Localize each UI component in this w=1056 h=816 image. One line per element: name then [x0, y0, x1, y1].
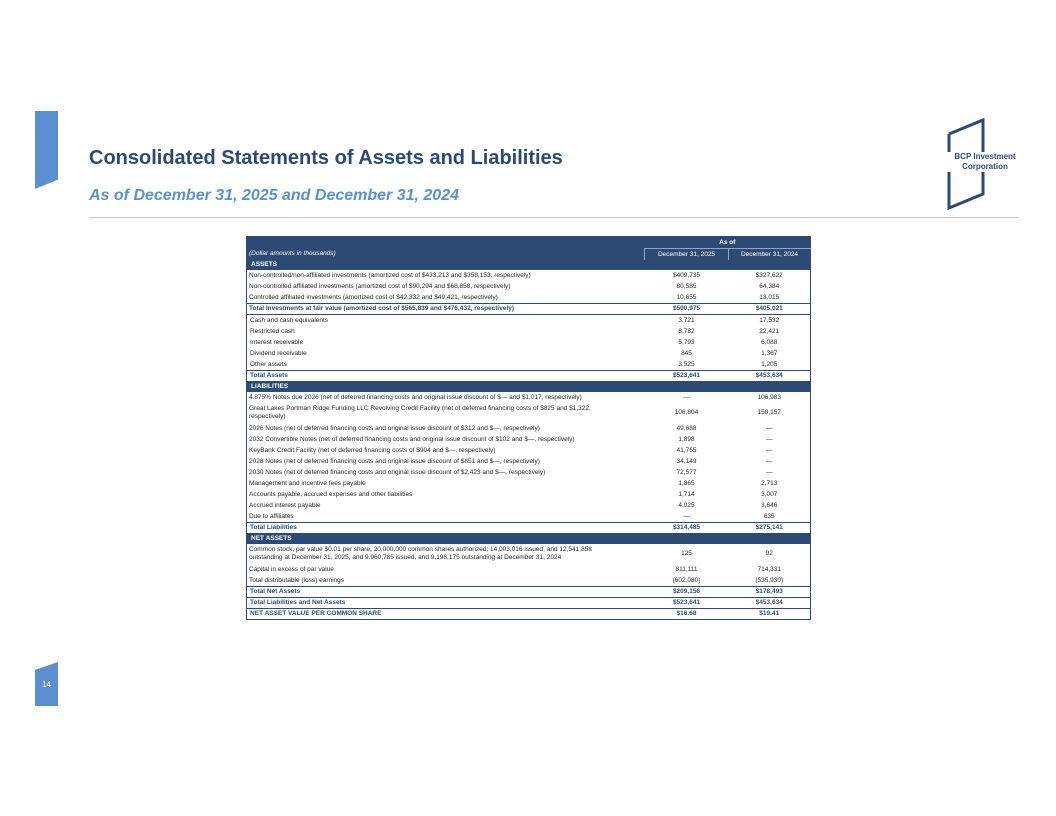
value-2024: —	[766, 468, 773, 476]
value-2025: $409,735	[672, 271, 701, 279]
row-label: Total Investments at fair value (amortized cost of $565,839 and $476,432, respectively)	[247, 304, 645, 315]
value-2025: —	[683, 512, 690, 520]
value-2024: 158,157	[757, 409, 781, 416]
value-2024: 2,713	[761, 479, 778, 487]
column-header-2025: December 31, 2025	[645, 249, 729, 261]
value-2024: 3,646	[761, 501, 778, 509]
value-2025: —	[683, 393, 690, 401]
value-2024: 635	[763, 512, 775, 520]
value-2024: $19.41	[729, 609, 811, 620]
row-label	[247, 403, 645, 423]
value-2024: 64,384	[759, 282, 780, 290]
row-label: Non-controlled affiliated investments (amortized cost of $90,294 and $68,858, respectively)	[249, 282, 511, 290]
value-2024: $275,141	[729, 523, 811, 534]
value-2025: 125	[681, 550, 692, 557]
assets-header: ASSETS	[247, 260, 811, 270]
value-2025: 10,655	[676, 293, 697, 301]
table-row	[247, 564, 811, 575]
as-of-label: As of	[645, 237, 811, 249]
units-label: (Dollar amounts in thousands)	[247, 249, 645, 261]
value-2024: 106,983	[757, 393, 781, 401]
table-row	[247, 434, 811, 445]
row-label-line1: Great Lakes Portman Ridge Funding LLC Revolving Credit Facility (net of deferred financing costs of $825 and $1,322,	[249, 405, 591, 412]
value-2024: $453,634	[729, 598, 811, 609]
row-label: KeyBank Credit Facility (net of deferred financing costs of $904 and $—, respectively)	[249, 446, 496, 454]
accent-bar-top	[35, 111, 58, 189]
row-label: 2032 Convertible Notes (net of deferred financing costs and original issue discount of $102 and $—, respectively)	[249, 435, 575, 443]
table-row	[247, 456, 811, 467]
row-label: Other assets	[250, 360, 287, 368]
table-row	[247, 445, 811, 456]
section-header	[247, 534, 811, 545]
value-2025: 34,149	[676, 457, 697, 465]
value-2024: $178,493	[729, 587, 811, 598]
value-2025: $209,156	[645, 587, 729, 598]
row-label: 2030 Notes (net of deferred financing costs and original issue discount of $2,423 and $—, respectively)	[249, 468, 546, 476]
value-2025: 1,865	[678, 479, 695, 487]
table-row	[247, 511, 811, 523]
row-label: Due to affiliates	[249, 512, 294, 520]
row-label-line2: respectively)	[249, 413, 286, 420]
title-divider	[89, 217, 1019, 218]
row-label: 2026 Notes (net of deferred financing costs and original issue discount of $312 and $—, respectively)	[249, 424, 540, 432]
value-2024: 714,331	[757, 565, 781, 573]
table-row	[247, 326, 811, 337]
row-label: Accrued interest payable	[249, 501, 321, 509]
logo-line2: Corporation	[962, 162, 1008, 171]
row-label: Capital in excess of par value	[249, 565, 334, 573]
table-row	[247, 544, 811, 564]
value-2024: $405,021	[729, 304, 811, 315]
value-2024: —	[766, 424, 773, 432]
table-row	[247, 348, 811, 359]
table-row	[247, 315, 811, 327]
page-subtitle: As of December 31, 2025 and December 31, 2024	[89, 187, 459, 204]
value-2024: $453,634	[729, 371, 811, 382]
value-2024: 92	[765, 550, 773, 557]
value-2025: $16.68	[645, 609, 729, 620]
row-label: Restricted cash	[250, 327, 295, 335]
row-label: Management and incentive fees payable	[249, 479, 366, 487]
table-row	[247, 337, 811, 348]
column-header-2024: December 31, 2024	[729, 249, 811, 261]
value-2025: 106,804	[674, 409, 699, 416]
row-label: Total Liabilities and Net Assets	[247, 598, 645, 609]
value-2025: (602,080)	[672, 576, 701, 584]
row-label: Total Liabilities	[247, 523, 645, 534]
table-row	[247, 292, 811, 304]
row-label: Dividend receivable	[250, 349, 307, 357]
table-row	[247, 500, 811, 511]
value-2024: 1,205	[761, 360, 778, 368]
value-2024: —	[766, 435, 773, 443]
value-2025: $500,975	[645, 304, 729, 315]
row-label: Interest receivable	[250, 338, 304, 346]
value-2025: 4,025	[678, 501, 695, 509]
value-2025: 5,793	[678, 338, 695, 346]
value-2025: 3,525	[678, 360, 695, 368]
table-row	[247, 467, 811, 478]
liabilities-header: LIABILITIES	[247, 382, 811, 393]
value-2024: 17,532	[759, 316, 780, 324]
table-row	[247, 392, 811, 403]
value-2025: 72,577	[676, 468, 697, 476]
logo-line1: BCP Investment	[954, 152, 1016, 161]
total-assets-row	[247, 371, 811, 382]
value-2024: —	[766, 446, 773, 454]
net-assets-header: NET ASSETS	[247, 534, 811, 545]
table-row	[247, 359, 811, 371]
page-title: Consolidated Statements of Assets and Liabilities	[89, 147, 563, 169]
value-2024: 13,015	[759, 293, 780, 301]
table-row	[247, 478, 811, 489]
table-row	[247, 281, 811, 292]
row-label: NET ASSET VALUE PER COMMON SHARE	[247, 609, 645, 620]
row-label-line2: outstanding at December 31, 2025, and 9,960,785 issued, and 9,198,175 outstanding at December 31, 2024	[249, 554, 562, 561]
table-row	[247, 575, 811, 587]
row-label-line1: Common stock, par value $0.01 per share, 20,000,000 common shares authorized; 14,003,016 issued, and 12,541,858	[249, 546, 592, 553]
value-2025: 845	[681, 349, 692, 357]
value-2024: —	[766, 457, 773, 465]
value-2024: 22,421	[759, 327, 780, 335]
value-2025: 49,688	[676, 424, 697, 432]
value-2025: 8,782	[678, 327, 695, 335]
row-label: Total distributable (loss) earnings	[249, 576, 345, 584]
section-header	[247, 382, 811, 393]
total-net-assets-row	[247, 587, 811, 598]
total-liabilities-and-net-assets-row	[247, 598, 811, 609]
value-2025: 41,765	[676, 446, 697, 454]
value-2025: 3,721	[678, 316, 695, 324]
row-label: Cash and cash equivalents	[250, 316, 329, 324]
row-label	[247, 544, 645, 564]
value-2024: 1,367	[761, 349, 778, 357]
row-label: Accounts payable, accrued expenses and other liabilities	[249, 490, 413, 498]
value-2024: (535,930)	[755, 576, 784, 584]
table-header-row	[247, 237, 811, 249]
value-2025: 1,714	[678, 490, 695, 498]
company-logo	[944, 152, 1026, 172]
value-2025: $523,641	[645, 598, 729, 609]
row-label: Total Assets	[247, 371, 645, 382]
table-row	[247, 423, 811, 434]
value-2025: 811,111	[675, 565, 698, 573]
value-2025: $314,485	[645, 523, 729, 534]
row-label: 4.875% Notes due 2026 (net of deferred financing costs and original issue discount of $— and $1,017, respectively)	[249, 393, 582, 401]
column-header-row	[247, 249, 811, 261]
value-2024: 3,007	[761, 490, 778, 498]
row-label: Total Net Assets	[247, 587, 645, 598]
row-label: 2028 Notes (net of deferred financing costs and original issue discount of $851 and $—, respectively)	[249, 457, 540, 465]
table-row	[247, 489, 811, 500]
total-investments-row	[247, 304, 811, 315]
table-row	[247, 403, 811, 423]
value-2024: 6,088	[761, 338, 778, 346]
value-2025: 1,898	[678, 435, 695, 443]
value-2025: $523,641	[645, 371, 729, 382]
row-label: Non-controlled/non-affiliated investments (amortized cost of $433,213 and $358,153, respectively)	[249, 271, 531, 279]
value-2024: $327,622	[755, 271, 783, 279]
value-2025: 80,585	[676, 282, 697, 290]
page-number: 14	[42, 680, 51, 689]
total-liabilities-row	[247, 523, 811, 534]
section-header	[247, 260, 811, 270]
nav-per-share-row	[247, 609, 811, 620]
balance-sheet-table	[246, 236, 811, 620]
table-row	[247, 270, 811, 281]
row-label: Controlled affiliated investments (amortized cost of $42,332 and $49,421, respectively)	[249, 293, 498, 301]
